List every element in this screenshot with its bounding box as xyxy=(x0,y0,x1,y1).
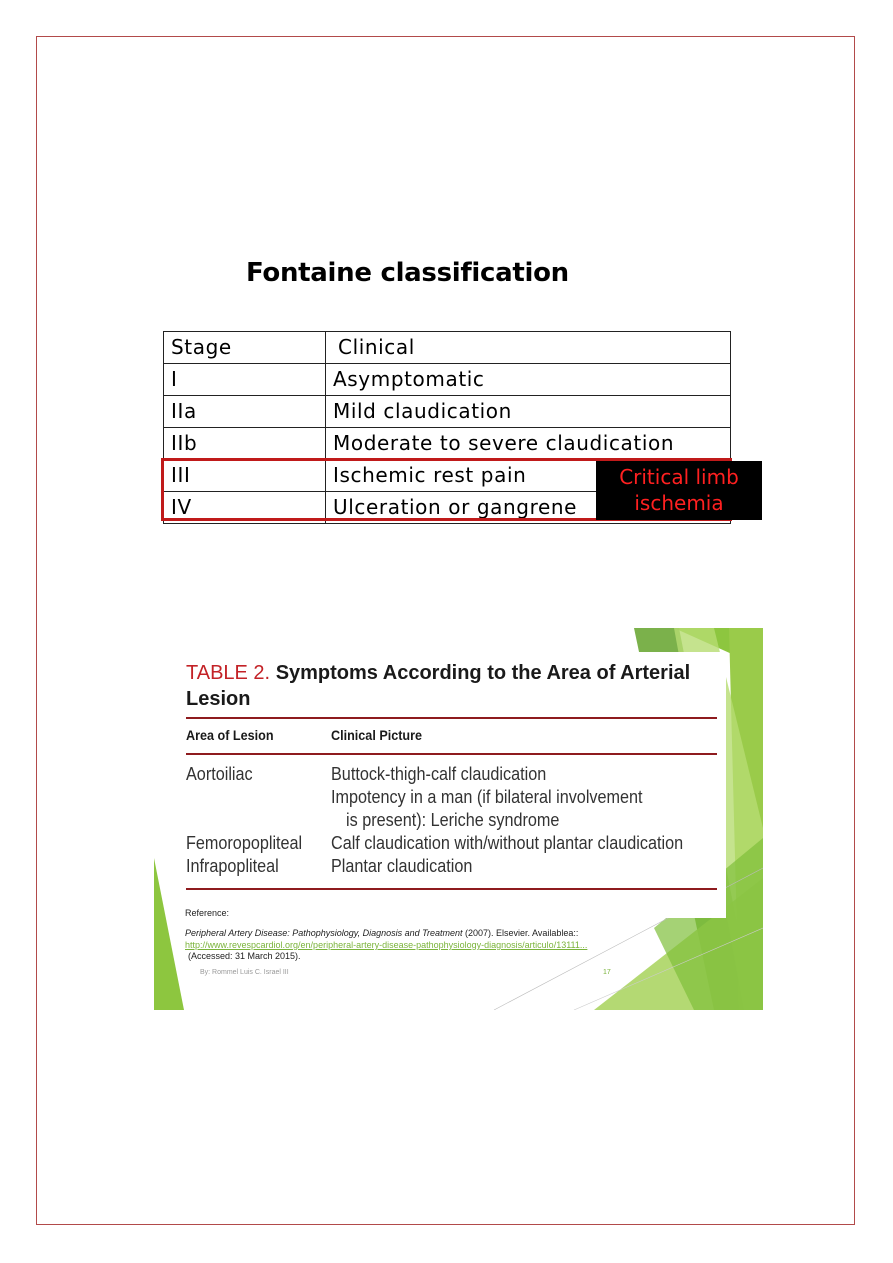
table2-panel xyxy=(182,652,726,918)
reference-link[interactable]: http://www.revespcardiol.org/en/peripheral-artery-disease-pathophysiology-diagnosis/articulo/13111... xyxy=(185,940,588,950)
header-clinical: Clinical xyxy=(326,332,731,364)
table2-bottom-rule xyxy=(186,888,717,890)
clinical-cell: Asymptomatic xyxy=(326,364,731,396)
stage-cell: III xyxy=(164,460,326,492)
header-stage: Stage xyxy=(164,332,326,364)
table-row xyxy=(164,428,731,460)
table2-header-area: Area of Lesion xyxy=(186,727,274,743)
clinical-cell: Ischemic rest pain xyxy=(326,460,731,492)
picture-cell: Impotency in a man (if bilateral involvement xyxy=(331,787,643,807)
table2-header-picture: Clinical Picture xyxy=(331,727,423,743)
picture-cell: Plantar claudication xyxy=(331,856,473,876)
clinical-cell: Mild claudication xyxy=(326,396,731,428)
table2-top-rule xyxy=(186,717,717,719)
slide-image xyxy=(154,628,763,1010)
table-row xyxy=(164,364,731,396)
stage-cell: IV xyxy=(164,492,326,524)
page-title: Fontaine classification xyxy=(246,258,569,288)
stage-cell: I xyxy=(164,364,326,396)
picture-cell: is present): Leriche syndrome xyxy=(346,810,560,830)
callout-line1: Critical limb xyxy=(619,465,739,489)
stage-cell: IIa xyxy=(164,396,326,428)
critical-limb-ischemia-label xyxy=(596,461,762,520)
slide-page-number: 17 xyxy=(603,969,611,976)
area-cell: Infrapopliteal xyxy=(186,856,279,876)
area-cell: Femoropopliteal xyxy=(186,833,303,853)
reference-accessed: (Accessed: 31 March 2015). xyxy=(188,951,301,961)
table-row xyxy=(164,396,731,428)
table2-heading: Symptoms According to the Area of Arterial Lesion xyxy=(186,662,691,710)
stage-cell: IIb xyxy=(164,428,326,460)
reference-publisher: (2007). Elsevier. Availablea:: xyxy=(462,928,579,938)
reference-title: Peripheral Artery Disease: Pathophysiology, Diagnosis and Treatment xyxy=(185,928,463,938)
table2-header-rule xyxy=(186,753,717,755)
green-shape xyxy=(154,858,184,1010)
clinical-cell: Ulceration or gangrene xyxy=(326,492,731,524)
picture-cell: Calf claudication with/without plantar claudication xyxy=(331,833,684,853)
table2-label: TABLE 2. xyxy=(186,662,271,684)
table-header-row xyxy=(164,332,731,364)
reference-citation xyxy=(185,928,578,938)
reference-label: Reference: xyxy=(185,908,230,918)
slide-author: By: Rommel Luis C. Israel III xyxy=(200,969,289,976)
callout-line2: ischemia xyxy=(634,491,724,515)
clinical-cell: Moderate to severe claudication xyxy=(326,428,731,460)
table2-title xyxy=(186,660,726,712)
area-cell: Aortoiliac xyxy=(186,764,253,784)
picture-cell: Buttock-thigh-calf claudication xyxy=(331,764,547,784)
